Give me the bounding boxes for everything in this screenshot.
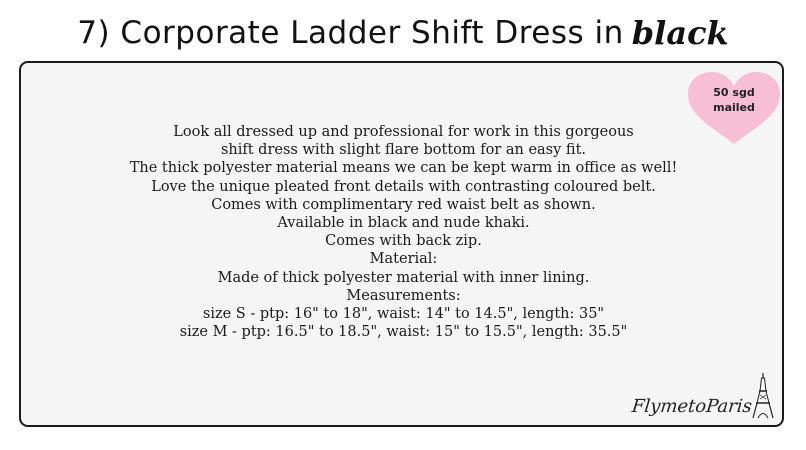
price-text [684, 85, 784, 115]
description-line: Look all dressed up and professional for work in this gorgeous [173, 124, 634, 140]
description-line: Love the unique pleated front details with contrasting coloured belt. [151, 178, 656, 195]
product-description [21, 123, 786, 341]
price-note: mailed [713, 101, 755, 114]
description-line: Comes with complimentary red waist belt as shown. [211, 196, 596, 213]
description-line: The thick polyester material means we can be kept warm in office as well! [129, 160, 678, 177]
description-line: Comes with back zip. [325, 233, 482, 250]
size-s-measurements: size S - ptp: 16" to 18", waist: 14" to 14.5", length: 35" [202, 306, 605, 323]
size-m-measurements: size M - ptp: 16.5" to 18.5", waist: 15" to 15.5", length: 35.5" [179, 324, 628, 341]
price-value: 50 sgd [713, 86, 755, 99]
page-title [0, 14, 806, 64]
description-line: shift dress with slight flare bottom for an easy fit. [220, 142, 587, 159]
title-text: 7) Corporate Ladder Shift Dress in [77, 15, 624, 51]
measurements-heading: Measurements: [346, 287, 461, 304]
description-line: Available in black and nude khaki. [277, 215, 530, 232]
product-card [19, 61, 784, 427]
title-color-word: black [631, 14, 729, 52]
eiffel-tower-icon [752, 373, 774, 419]
description-line: Made of thick polyester material with inner lining. [217, 269, 590, 286]
material-heading: Material: [369, 251, 438, 268]
brand-signature: FlymetoParis [631, 396, 754, 417]
